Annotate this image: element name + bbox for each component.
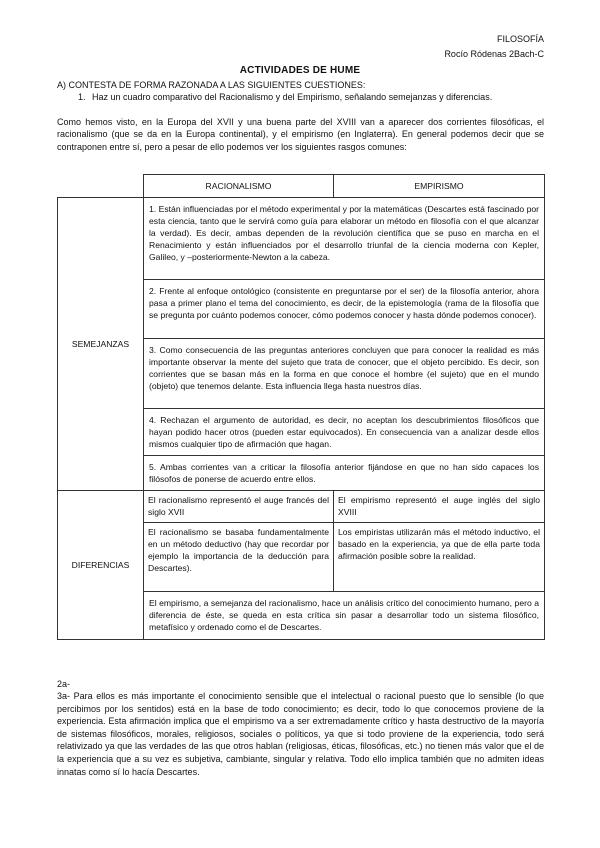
page-title: ACTIVIDADES DE HUME <box>239 65 361 76</box>
question-1 <box>78 91 544 103</box>
section-a-heading: A) CONTESTA DE FORMA RAZONADA A LAS SIGUIENTES CUESTIONES: <box>57 80 366 90</box>
row-label-diferencias: DIFERENCIAS <box>58 491 144 640</box>
header-author: Rocío Ródenas 2Bach-C <box>444 49 544 59</box>
answer-3a: 3a- Para ellos es más importante el conocimiento sensible que el intelectual o racional puesto que lo sensible (lo que percibimos por los sentidos) está en la base de todo conocimiento; es decir, todo lo que conocemos proviene de la experiencia. Esta afirmación implica que el empirismo va a ser extremadamente crítico y hasta destructivo de la mayoría de sistemas filosóficos, morales, religiosos, sociales o políticos, ya que si todo proviene de la experiencia, todo será relativizado ya que las verdades de las que otros hablan (religiosas, éticas, filosóficas, etc.) no tienen más valor que el de la experiencia que a su vez es subjetiva, cambiante, singular y relativa. Todo ello implica también que no admiten ideas innatas como sí lo hacía Descartes. <box>57 691 544 777</box>
row-label-semejanzas: SEMEJANZAS <box>58 198 144 491</box>
diferencia-1-empirismo: El empirismo representó el auge inglés del siglo XVIII <box>334 491 545 523</box>
semejanza-4: 4. Rechazan el argumento de autoridad, es decir, no aceptan los descubrimientos filosóficos que hayan podido hacer otros (pueden estar equivocados). En consecuencia van a analizar desde ellos mismos cualquier tipo de afirmación que hagan. <box>144 409 545 456</box>
semejanza-3: 3. Como consecuencia de las preguntas anteriores concluyen que para conocer la realidad es más importante observar la mente del sujeto que trata de conocer, que el objeto percibido. Es decir, son corrientes que se basan más en la forma en que conoce el hombre (el sujeto) que en el mundo (objeto) que tenemos delante. Esta influencia llega hasta nuestros días. <box>144 339 545 409</box>
col-header-racionalismo: RACIONALISMO <box>144 175 334 198</box>
col-header-empirismo: EMPIRISMO <box>334 175 545 198</box>
table-header-row <box>58 175 545 198</box>
table-corner-cell <box>58 175 144 198</box>
semejanza-2: 2. Frente al enfoque ontológico (consistente en preguntarse por el ser) de la filosofía anterior, ahora pasa a primer plano el tema del conocimiento, es decir, de la epistemología (rama de la filosofía que se pregunta por cuánto podemos conocer, cómo podemos conocer y hasta dónde podemos conocer). <box>144 280 545 339</box>
diferencia-3: El empirismo, a semejanza del racionalismo, hace un análisis crítico del conocimiento humano, pero a diferencia de éste, se queda en esta crítica sin pasar a desarrollar todo un sistema filosófico, metafísico y ordenado como el de Descartes. <box>144 592 545 640</box>
question-1-text: Haz un cuadro comparativo del Racionalismo y del Empirismo, señalando semejanzas y diferencias. <box>92 92 493 102</box>
semejanza-5: 5. Ambas corrientes van a criticar la filosofía anterior fijándose en que no han sido capaces los filósofos de ponerse de acuerdo entre ellos. <box>144 456 545 491</box>
header-subject: FILOSOFÍA <box>496 34 544 44</box>
answer-2a: 2a- <box>57 679 71 689</box>
diferencia-1-racionalismo: El racionalismo representó el auge francés del siglo XVII <box>144 491 334 523</box>
comparison-table <box>57 174 545 640</box>
table-row <box>58 491 545 523</box>
diferencia-2-empirismo: Los empiristas utilizarán más el método inductivo, el basado en la experiencia, ya que de ella parte toda afirmación posible sobre la realidad. <box>334 523 545 592</box>
semejanza-1: 1. Están influenciadas por el método experimental y por la matemáticas (Descartes está fascinado por esta ciencia, tanto que le servirá como guía para elaborar un método en filosofía con el que alcanzar la verdad). Es decir, ambas dependen de la revolución científica que se puso en marcha en el Renacimiento y están influenciados por el desarrollo triunfal de la ciencia moderna con Kepler, Galileo, y –posteriormente-Newton a la cabeza. <box>144 198 545 280</box>
diferencia-2-racionalismo: El racionalismo se basaba fundamentalmente en un método deductivo (hay que recordar por ejemplo la importancia de la deducción para Descartes). <box>144 523 334 592</box>
table-row <box>58 198 545 280</box>
question-1-number: 1. <box>78 92 86 102</box>
intro-paragraph: Como hemos visto, en la Europa del XVII y una buena parte del XVIII van a aparecer dos corrientes filosóficas, el racionalismo (que se da en la Europa continental), y el empirismo (en Inglaterra). En general podemos decir que se contraponen entre sí, pero a pesar de ello podemos ver los siguientes rasgos comunes: <box>57 117 544 152</box>
